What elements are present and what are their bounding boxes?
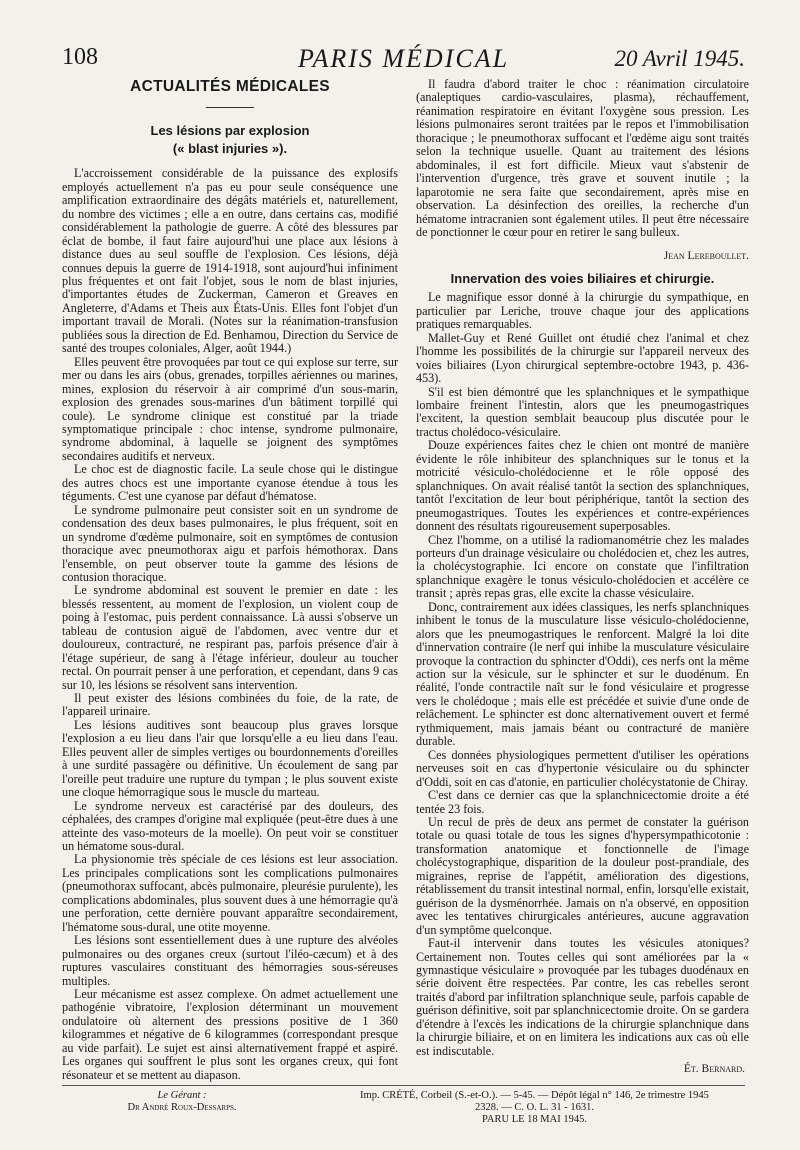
article-continuation [416, 78, 749, 239]
paragraph: La physionomie très spéciale de ces lésions est leur association. Les principales complications sont les complications pulmonaires (pneumothorax suffocant, abcès pulmonaire, pleurésie purulente), les complications abdominales, plus souvent dues à une hémorragie qu'à une perforation, cette dernière pouvant apparaître secondairement, l'hématome sous-dural, une otite moyenne. [62, 852, 398, 934]
footer-rule [62, 1085, 745, 1086]
issue-date: 20 Avril 1945. [614, 46, 745, 71]
section-rule [206, 107, 254, 108]
footer-printer [324, 1090, 745, 1126]
paragraph: Le choc est de diagnostic facile. La seule chose qui le distingue des autres chocs est une importante cyanose étendue à tous les téguments. C'est une cyanose par défaut d'hématose. [62, 462, 398, 504]
paragraph: Le magnifique essor donné à la chirurgie du sympathique, en particulier par Leriche, trouve chaque jour des applications pratiques remarquables. [416, 290, 749, 332]
paragraph: Ces données physiologiques permettent d'utiliser les opérations nerveuses soit en cas d'hypertonie vésiculaire ou du sphincter d'Oddi, soit en cas d'atonie, en particulier cholécystatonie de Chiray. [416, 747, 749, 789]
paragraph: Mallet-Guy et René Guillet ont étudié chez l'animal et chez l'homme les possibilités de la chirurgie sur l'appareil nerveux des voies biliaires (Lyon chirurgical septembre-octobre 1943, p. 436-453). [416, 330, 749, 386]
page-footer [62, 1090, 745, 1150]
paragraph: Donc, contrairement aux idées classiques, les nerfs splanchniques inhibent le tonus de la musculature lisse vésiculo-cholédocienne, alors que les pneumogastriques le renforcent. Malgré la loi dite d'innervation contraire (le nerf qui inhibe la musculature vésiculaire provoque la contraction du sphincter d'Oddi), ces nerfs ont la même action sur la vésicule, sur le sphincter et sur le duodénum. En réalité, l'onde contractile naît sur le fond vésiculaire et progresse vers le cholédoque ; mais elle est précédée et suivie d'une onde de relâchement. Le sphincter est donc alternativement ouvert et fermé rythmiquement, mais jamais béant ou contracturé de manière durable. [416, 599, 749, 749]
paragraph: Douze expériences faites chez le chien ont montré de manière évidente le rôle inhibiteur des splanchniques sur le tonus et la motricité vésiculo-cholédocienne et le rôle opposé des splanchniques. On avait réalisé tantôt la section des splanchniques, tantôt l'excitation de leur bout périphérique, tantôt la section des pneumogastriques. Toutes les expériences et contre-expériences donnent des résultats rigoureusement superposables. [416, 438, 749, 534]
paragraph: Le syndrome pulmonaire peut consister soit en un syndrome de condensation des deux bases pulmonaires, le plus fréquent, soit en un syndrome d'œdème pulmonaire, soit en symptômes de contusion thoracique avec pneumothorax aigu et parfois hémothorax. Dans l'ensemble, on peut observer toute la gamme des lésions de contusion thoracique. [62, 502, 398, 584]
article2-title: Innervation des voies biliaires et chirurgie. [450, 270, 715, 286]
paragraph: S'il est bien démontré que les splanchniques et le sympathique lombaire freinent l'intestin, alors que les pneumogastriques l'excitent, la question semblait beaucoup plus discutée pour le tractus cholédoco-vésiculaire. [416, 384, 749, 439]
left-column [62, 78, 398, 1082]
paragraph: Les lésions sont essentiellement dues à une rupture des alvéoles pulmonaires ou des organes creux (surtout l'iléo-cæcum) et à des ruptures vasculaires constituant des hémorragies sous-séreuses multiples. [62, 933, 398, 988]
paragraph: Les lésions auditives sont beaucoup plus graves lorsque l'explosion a eu lieu dans l'air que lorsqu'elle a eu lieu dans l'eau. Elles peuvent aller de simples vertiges ou bourdonnements d'oreilles à une surdité passagère ou définitive. Un écoulement de sang par l'oreille peut traduire une rupture du tympan ; le plus souvent existe une cloque hémorragique sous le muscle du marteau. [62, 717, 398, 800]
printer-line: PARU LE 18 MAI 1945. [482, 1114, 587, 1125]
printer-line: 2328. — C. O. L. 31 - 1631. [475, 1102, 594, 1113]
author2-signature: Ét. Bernard. [683, 1063, 745, 1076]
right-column [416, 78, 749, 1077]
paragraph: Elles peuvent être provoquées par tout ce qui explose sur terre, sur mer ou dans les airs (obus, grenades, torpilles aériennes ou marines, mines, explosion du réservoir à air comprimé d'un sous-marin, explosion des grenades sous-marines d'un bâtiment torpillé qui coule). Le syndrome clinique est constitué par la triade symptomatique principale : choc intense, syndrome pulmonaire, syndrome abdominal, à laquelle se joignent des symptômes secondaires auditifs et nerveux. [62, 354, 398, 463]
journal-title: PARIS MÉDICAL [297, 44, 510, 73]
article-subtitle: (« blast injuries »). [172, 140, 288, 156]
paragraph: Il faudra d'abord traiter le choc : réanimation circulatoire (analeptiques cardio-vasculaires, plasma), réchauffement, réanimation respiratoire en évitant l'oxygène sous pression. Les lésions pulmonaires seront traitées par le repos et l'immobilisation thoracique ; le pneumothorax suffocant et l'œdème aigu sont traités selon la technique usuelle. Quant au traitement des lésions abdominales, il est fort difficile. Mieux vaut s'abstenir de l'intervention d'urgence, très grave et souvent inutile ; la laparotomie ne sera faite que secondairement, après mise en observation. La désinfection des oreilles, la recherche d'un hématome intracranien sont également utiles. Il peut être nécessaire de ponctionner le cœur pour en retirer le sang bulleux. [416, 77, 749, 239]
paragraph: Faut-il intervenir dans toutes les vésicules atoniques? Certainement non. Toutes celles qui sont améliorées par la « gymnastique vésiculaire » provoquée par les tubages duodénaux en série doivent être respectées. Par contre, les cas rebelles seront traités d'abord par infiltration splanchnique seule, parfois capable de guérison définitive, soit par splanchnicectomie droite. On se gardera d'étendre à l'excès les indications de la chirurgie splanchnique dans la chirurgie biliaire, et on en limitera les indications aux cas où elle est indiscutable. [416, 936, 749, 1058]
manager-label: Le Gérant : [157, 1090, 207, 1101]
paragraph: Le syndrome abdominal est souvent le premier en date : les blessés ressentent, au moment de l'explosion, un violent coup de poing à l'estomac, puis perdent connaissance. Là aussi s'observe un tableau de contusion aiguë de l'abdomen, avec ventre dur et douloureux, contracturé, ne respirant pas, parfois présence d'air à l'étage supérieur, de sang à l'étage inférieur, douleur au toucher rectal. On pourrait penser à une perforation, et cependant, dans 9 cas sur 10, les lésions se résolvent sans intervention. [62, 583, 398, 692]
paragraph: Le syndrome nerveux est caractérisé par des douleurs, des céphalées, des crampes d'origine mal expliquée (peut-être dues à une atteinte des vaso-moteurs de la moelle). On peut voir se constituer un hématome sous-dural. [62, 798, 398, 854]
paragraph: Il peut exister des lésions combinées du foie, de la rate, de l'appareil urinaire. [62, 691, 398, 719]
manager-name: Dr André Roux-Dessarps. [127, 1102, 237, 1113]
article-body [62, 167, 398, 1082]
paragraph: L'accroissement considérable de la puissance des explosifs employés actuellement n'a pas eu pour seule conséquence une amplification extraordinaire des dégâts matériels et, naturellement, du nombre des victimes ; elle a en outre, dans certains cas, modifié considérablement la pathologie de guerre. A côté des blessures par éclat de bombe, il faut faire aujourd'hui une place aux lésions à distance dues au seul souffle de l'explosion. Ces lésions, déjà connues depuis la guerre de 1914-1918, sont aujourd'hui infiniment plus fréquentes et ont fait l'objet, sous le nom de blast injuries, d'importantes études de Zuckerman, Cameron et Greaves en Angleterre, d'Adams et Theis aux États-Unis. Elles font l'objet d'un important travail de Morali. (Notes sur la réanimation-transfusion publiées sous la direction de Ed. Benhamou, Direction du Service de santé des troupes coloniales, Alger, août 1944.) [62, 166, 398, 356]
paragraph: Leur mécanisme est assez complexe. On admet actuellement une pathogénie vibratoire, l'explosion déterminant un mouvement ondulatoire où alternent des pressions positive de 1 360 kilogrammes et négative de 6 kilogrammes (correspondant presque au vide parfait). Le sujet est ainsi alternativement frappé et aspiré. Les organes qui souffrent le plus sont les organes creux, qui font résonateur et se mettent au diapason. [62, 987, 398, 1082]
paragraph: Un recul de près de deux ans permet de constater la guérison totale ou quasi totale de tous les signes d'hypersympathicotonie : transformation anatomique et fonctionnelle de l'image cholécystographique, disparition de la douleur post-prandiale, des migraines, reprise de l'appétit, amélioration des digestions, rétablissement du transit intestinal normal, enfin, lorsqu'elle existait, guérison de la dysménorrhée. Jamais on n'a observé, en opposition avec les tentatives chirurgicales antérieures, aucune aggravation d'un symptôme quelconque. [416, 815, 749, 937]
article-title: Les lésions par explosion [150, 123, 310, 139]
printer-line: Imp. CRÉTÉ, Corbeil (S.-et-O.). — 5-45. — Dépôt légal n° 146, 2e trimestre 1945 [360, 1090, 709, 1101]
paragraph: Chez l'homme, on a utilisé la radiomanométrie chez les malades porteurs d'un drainage vésiculaire ou cholédocien et, chez les autres, la cholécystographie. Ici encore on constate que l'infiltration splanchnique exagère le tonus vésiculo-cholédocien et accélère ce transit ; après repas gras, elle excite la chasse vésiculaire. [416, 532, 749, 601]
page-header [62, 40, 745, 80]
paragraph: C'est dans ce dernier cas que la splanchnicectomie droite a été tentée 23 fois. [416, 788, 749, 816]
article2-body [416, 291, 749, 1058]
footer-manager [62, 1090, 302, 1114]
author-signature: Jean Lereboullet. [663, 250, 749, 263]
page-number: 108 [62, 44, 98, 70]
section-heading: ACTUALITÉS MÉDICALES [130, 78, 330, 95]
